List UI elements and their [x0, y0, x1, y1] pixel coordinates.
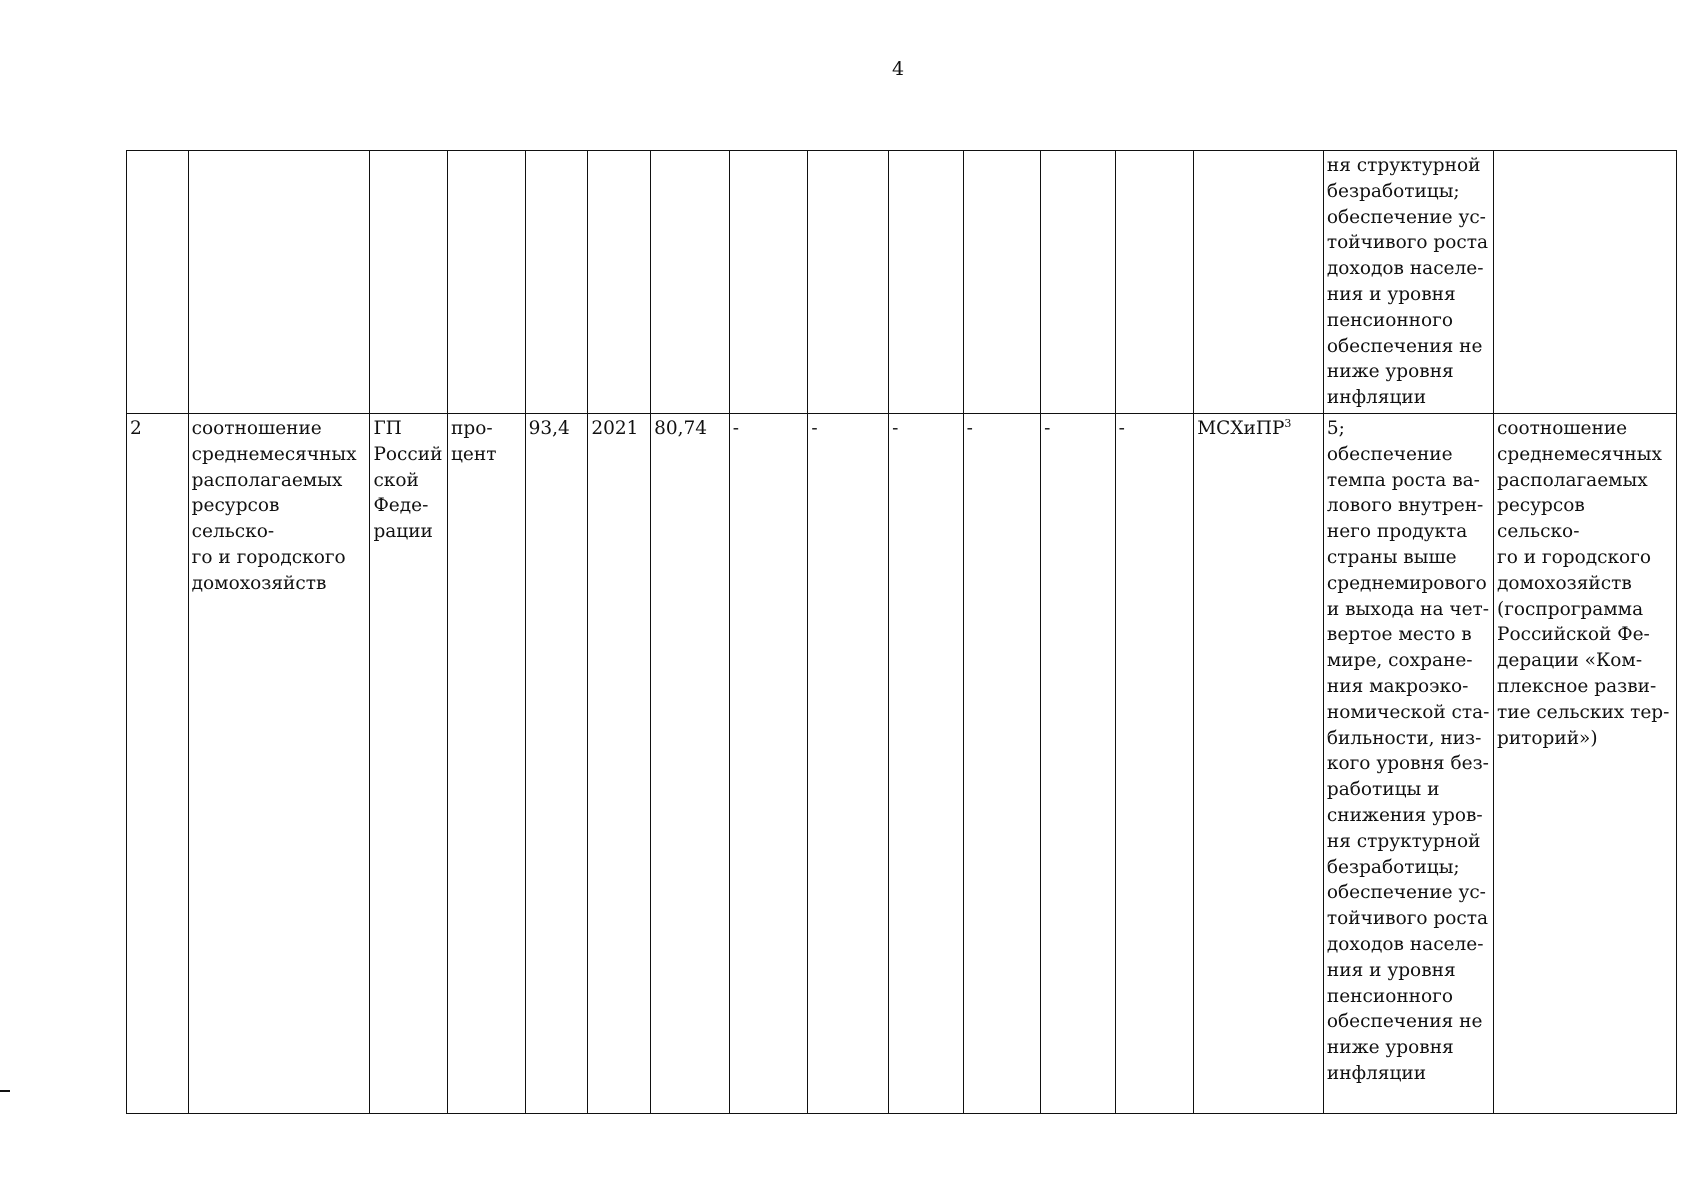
- cell-indicator: [188, 151, 370, 414]
- cell-value-1: [651, 151, 730, 414]
- table-row: [127, 413, 1677, 1113]
- table-row: [127, 151, 1677, 414]
- cell-value-2: -: [729, 413, 808, 1113]
- cell-value-4: [889, 151, 963, 414]
- margin-mark: [0, 1090, 10, 1092]
- cell-value-3: -: [808, 413, 889, 1113]
- cell-level: ГП Россий ской Феде- рации: [370, 413, 448, 1113]
- footnote-mark: 3: [1284, 416, 1292, 430]
- indicators-table: [126, 150, 1677, 1114]
- cell-level: [370, 151, 448, 414]
- cell-responsible: [1194, 151, 1324, 414]
- cell-value-4: -: [889, 413, 963, 1113]
- cell-link: соотношение среднемесячных располагаемых ресурсов сельско- го и городского домохозяйств (госпрограмма Российской Фе- дерации «Ком- плексное разви- тие сельских тер- риторий»): [1494, 413, 1677, 1113]
- responsible-text: МСХиПР: [1197, 417, 1285, 439]
- cell-link: [1494, 151, 1677, 414]
- cell-number: [127, 151, 189, 414]
- page-number: 4: [891, 58, 905, 80]
- cell-value-7: [1115, 151, 1194, 414]
- cell-goal-text: 5; обеспечение темпа роста ва- лового внутрен- него продукта страны выше среднемирового и выхода на чет- вертое место в мире, сохране- ния макроэко- номической ста- бильности, низ- кого уровня без- работицы и снижения уров- ня структурной безработицы; обеспечение ус- тойчивого роста доходов населе- ния и уровня пенсионного обеспечения не ниже уровня инфляции: [1323, 413, 1493, 1113]
- cell-indicator: соотношение среднемесячных располагаемых ресурсов сельско- го и городского домохозяйств: [188, 413, 370, 1113]
- cell-number: 2: [127, 413, 189, 1113]
- cell-value-5: [963, 151, 1041, 414]
- cell-value-6: -: [1041, 413, 1115, 1113]
- cell-value-5: -: [963, 413, 1041, 1113]
- cell-unit: про- цент: [448, 413, 526, 1113]
- cell-value-2: [729, 151, 808, 414]
- cell-value-7: -: [1115, 413, 1194, 1113]
- cell-base-value: 93,4: [525, 413, 588, 1113]
- cell-value-6: [1041, 151, 1115, 414]
- cell-base-year: [588, 151, 651, 414]
- cell-value-1: 80,74: [651, 413, 730, 1113]
- cell-base-value: [525, 151, 588, 414]
- cell-responsible: [1194, 413, 1324, 1113]
- cell-base-year: 2021: [588, 413, 651, 1113]
- cell-unit: [448, 151, 526, 414]
- cell-value-3: [808, 151, 889, 414]
- cell-goal-text: ня структурной безработицы; обеспечение ус- тойчивого роста доходов населе- ния и уровня пенсионного обеспечения не ниже уровня инфляции: [1323, 151, 1493, 414]
